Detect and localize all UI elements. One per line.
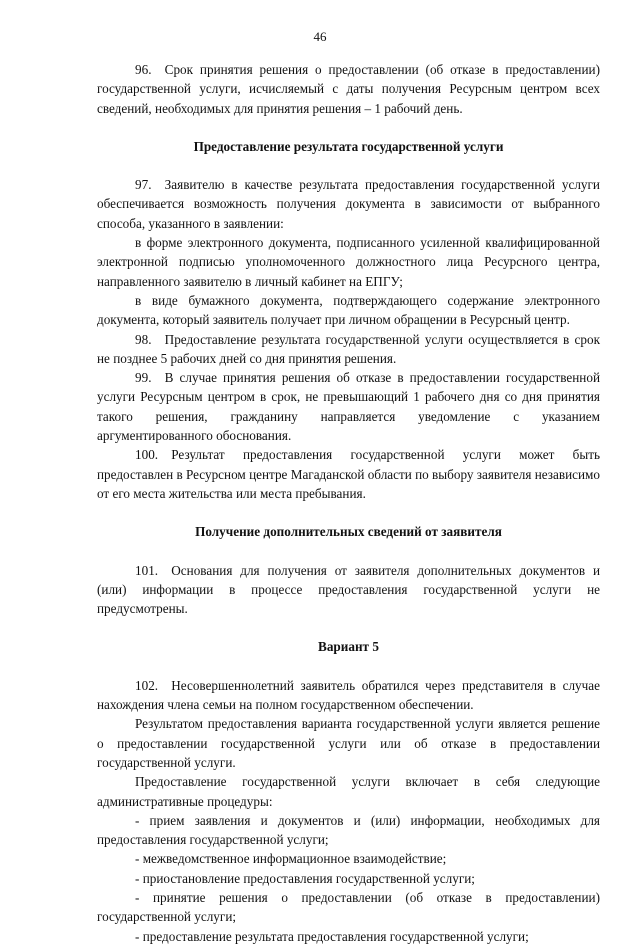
paragraph: Предоставление государственной услуги включает в себя следующие административные процедуры: bbox=[97, 774, 600, 809]
section-heading: Получение дополнительных сведений от заявителя bbox=[195, 524, 502, 540]
list-item: - межведомственное информационное взаимодействие; bbox=[135, 851, 447, 867]
list-item: - предоставление результата предоставления государственной услуги; bbox=[135, 928, 529, 944]
paragraph: 97. Заявителю в качестве результата предоставления государственной услуги обеспечивается возможность получения документа в зависимости от выбранного способа, указанного в заявлении: bbox=[97, 177, 600, 231]
page-number: 46 bbox=[313, 29, 327, 44]
paragraph: 102. Несовершеннолетний заявитель обратился через представителя в случае нахождения члена семьи на полном государственном обеспечении. bbox=[97, 677, 600, 713]
paragraph: 100. Результат предоставления государственной услуги может быть предоставлен в Ресурсном центре Магаданской области по выбору заявителя независимо от его места жительства или места пребывания. bbox=[97, 447, 600, 501]
list-item: - приостановление предоставления государственной услуги; bbox=[135, 870, 475, 886]
list-item: - принятие решения о предоставлении (об отказе в предоставлении) государственной услуги; bbox=[97, 889, 600, 925]
paragraph: 101. Основания для получения от заявителя дополнительных документов и (или) информации в процессе предоставления государственной услуги не предусмотрены. bbox=[97, 562, 600, 617]
paragraph: в форме электронного документа, подписанного усиленной квалифицированной электронной подписью уполномоченного должностного лица Ресурсного центра, направленного заявителю в личный кабинет на ЕПГУ; bbox=[97, 235, 600, 289]
paragraph: 98. Предоставление результата государственной услуги осуществляется в срок не позднее 5 рабочих дней со дня принятия решения. bbox=[97, 331, 600, 366]
document-body bbox=[97, 60, 600, 946]
paragraph: 99. В случае принятия решения об отказе в предоставлении государственной услуги Ресурсным центром в срок, не превышающий 1 рабочего дня со дня принятия такого решения, гражданину направляется уведомление с указанием аргументированного обоснования. bbox=[97, 370, 600, 444]
list-item: - прием заявления и документов и (или) информации, необходимых для предоставления государственной услуги; bbox=[97, 812, 600, 848]
paragraph: 96. Срок принятия решения о предоставлении (об отказе в предоставлении) государственной услуги, исчисляемый с даты получения Ресурсным центром всех сведений, необходимых для принятия решения – 1 рабочий день. bbox=[97, 62, 600, 116]
paragraph: в виде бумажного документа, подтверждающего содержание электронного документа, который заявитель получает при личном обращении в Ресурсный центр. bbox=[97, 292, 600, 328]
paragraph: Результатом предоставления варианта государственной услуги является решение о предоставлении государственной услуги или об отказе в предоставлении государственной услуги. bbox=[97, 716, 600, 770]
section-heading: Вариант 5 bbox=[318, 639, 379, 655]
section-heading: Предоставление результата государственной услуги bbox=[193, 138, 504, 154]
